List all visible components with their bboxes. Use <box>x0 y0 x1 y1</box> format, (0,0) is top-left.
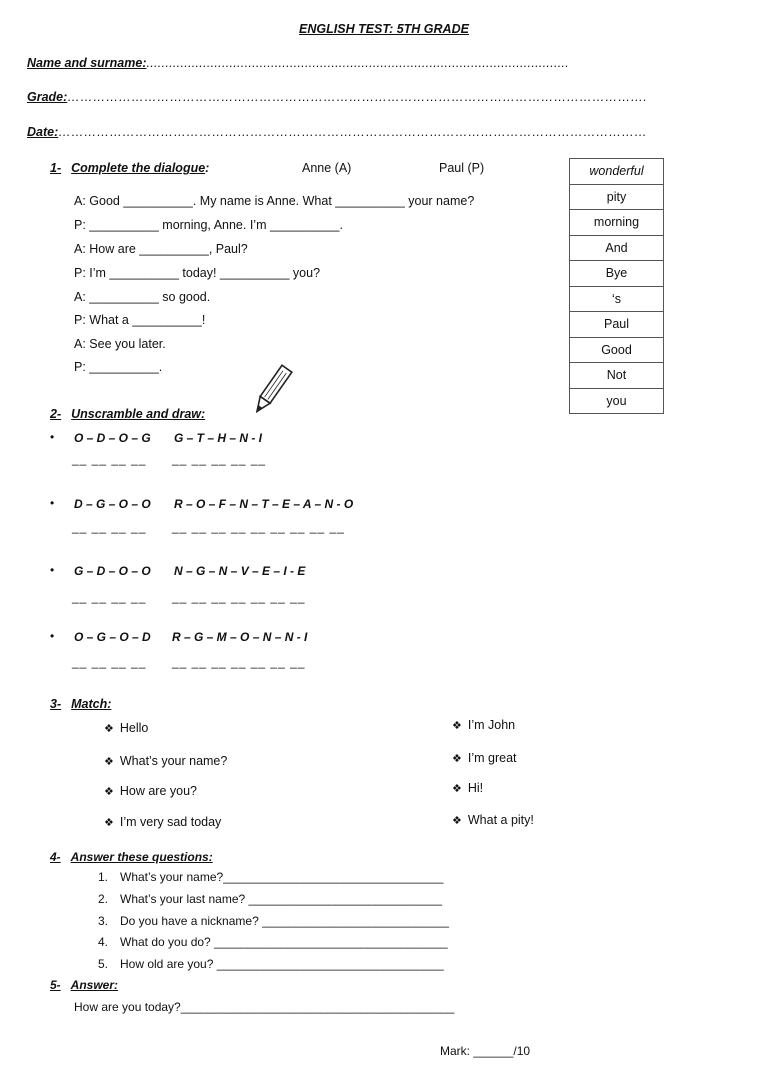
question-text: What’s your name?_________________________________ <box>120 870 444 884</box>
question-text: What do you do? ___________________________________ <box>120 935 448 949</box>
diamond-bullet-icon: ❖ <box>104 723 114 735</box>
answer-blanks[interactable]: __ __ __ __ __ __ __ <box>172 590 306 604</box>
date-field[interactable] <box>27 125 647 139</box>
section3-number: 3- <box>50 697 62 711</box>
question-number: 3. <box>98 914 109 928</box>
match-left-item[interactable] <box>104 784 197 798</box>
grade-line: ………………………………………………………………………………………………………………………. <box>67 90 648 104</box>
dialogue-line[interactable]: P: __________. <box>74 360 163 374</box>
section4-number: 4- <box>50 850 61 864</box>
word-bank-item: you <box>570 388 664 414</box>
name-field[interactable] <box>27 56 569 70</box>
word-bank-item: And <box>570 235 664 261</box>
section5-heading <box>50 978 118 992</box>
match-right-text: I’m John <box>467 718 516 732</box>
match-right-item[interactable] <box>452 718 515 732</box>
section3-title: Match: <box>71 697 112 711</box>
diamond-bullet-icon: ❖ <box>452 753 462 765</box>
scrambled-word: N – G – N – V – E – I - E <box>174 564 306 578</box>
dialogue-line[interactable]: A: Good __________. My name is Anne. What __________ your name? <box>74 194 475 208</box>
answer-blanks[interactable]: __ __ __ __ <box>72 520 147 534</box>
section4-heading <box>50 850 213 864</box>
question-item[interactable] <box>98 914 449 928</box>
page-title: ENGLISH TEST: 5TH GRADE <box>299 22 469 36</box>
section3-heading <box>50 697 111 711</box>
word-bank-item: Paul <box>570 312 664 338</box>
bullet-icon: • <box>50 563 55 577</box>
name-line: ................................................................................................................ <box>146 56 570 70</box>
section5-title: Answer: <box>70 978 119 992</box>
word-bank-item: Good <box>570 337 664 363</box>
diamond-bullet-icon: ❖ <box>104 817 114 829</box>
bullet-icon: • <box>50 430 55 444</box>
diamond-bullet-icon: ❖ <box>104 756 114 768</box>
section1-colon: : <box>205 161 210 175</box>
answer-question[interactable]: How are you today?_________________________________________ <box>74 1000 455 1014</box>
answer-blanks[interactable]: __ __ __ __ <box>72 452 147 466</box>
section1-number: 1- <box>50 161 62 175</box>
answer-blanks[interactable]: __ __ __ __ <box>72 590 147 604</box>
question-text: Do you have a nickname? ____________________________ <box>120 914 449 928</box>
match-left-item[interactable] <box>104 754 227 768</box>
match-left-item[interactable] <box>104 815 221 829</box>
section4-title: Answer these questions: <box>70 850 213 864</box>
question-item[interactable] <box>98 935 448 949</box>
diamond-bullet-icon: ❖ <box>452 815 462 827</box>
scrambled-word: O – G – O – D <box>74 630 151 644</box>
question-item[interactable] <box>98 892 442 906</box>
scrambled-word: D – G – O – O <box>74 497 151 511</box>
speaker-anne: Anne (A) <box>302 161 352 175</box>
question-text: What’s your last name? _____________________________ <box>120 892 443 906</box>
word-bank-item: morning <box>570 210 664 236</box>
answer-blanks[interactable]: __ __ __ __ __ __ __ __ __ <box>172 520 345 534</box>
bullet-icon: • <box>50 496 55 510</box>
word-bank-item: ‘s <box>570 286 664 312</box>
question-item[interactable] <box>98 870 443 884</box>
bullet-icon: • <box>50 629 55 643</box>
question-item[interactable] <box>98 957 444 971</box>
speaker-paul: Paul (P) <box>439 161 485 175</box>
match-left-text: What’s your name? <box>119 754 228 768</box>
answer-blanks[interactable]: __ __ __ __ <box>72 655 147 669</box>
question-number: 5. <box>98 957 109 971</box>
dialogue-line[interactable]: P: I’m __________ today! __________ you? <box>74 266 321 280</box>
diamond-bullet-icon: ❖ <box>452 720 462 732</box>
grade-field[interactable] <box>27 90 647 104</box>
question-number: 1. <box>98 870 109 884</box>
section2-heading <box>50 407 205 421</box>
question-text: How old are you? __________________________________ <box>120 957 444 971</box>
section1-title: Complete the dialogue <box>71 161 206 175</box>
word-bank-item: Not <box>570 363 664 389</box>
scrambled-word: O – D – O – G <box>74 431 151 445</box>
dialogue-line[interactable]: P: __________ morning, Anne. I’m __________. <box>74 218 343 232</box>
name-label: Name and surname: <box>27 56 147 70</box>
date-label: Date: <box>27 125 59 139</box>
grade-label: Grade: <box>27 90 68 104</box>
diamond-bullet-icon: ❖ <box>104 786 114 798</box>
section2-title: Unscramble and draw: <box>71 407 206 421</box>
scrambled-word: R – O – F – N – T – E – A – N - O <box>174 497 354 511</box>
match-right-text: I’m great <box>467 751 517 765</box>
dialogue-line[interactable]: P: What a __________! <box>74 313 206 327</box>
pencil-icon <box>250 362 294 418</box>
diamond-bullet-icon: ❖ <box>452 783 462 795</box>
match-left-text: Hello <box>119 721 149 735</box>
section1-heading <box>50 161 209 175</box>
word-bank-item: Bye <box>570 261 664 287</box>
section2-number: 2- <box>50 407 62 421</box>
word-bank <box>569 158 664 414</box>
match-left-text: How are you? <box>119 784 197 798</box>
scrambled-word: G – T – H – N - I <box>174 431 263 445</box>
date-line: ………………………………………………………………………………………………………………………… <box>58 125 648 139</box>
scrambled-word: G – D – O – O <box>74 564 151 578</box>
match-left-text: I’m very sad today <box>119 815 222 829</box>
match-left-item[interactable] <box>104 721 148 735</box>
match-right-item[interactable] <box>452 751 517 765</box>
dialogue-line: A: See you later. <box>74 337 166 351</box>
match-right-item[interactable] <box>452 781 483 795</box>
match-right-item[interactable] <box>452 813 534 827</box>
mark-field[interactable]: Mark: ______/10 <box>440 1044 531 1058</box>
match-right-text: What a pity! <box>467 813 534 827</box>
answer-blanks[interactable]: __ __ __ __ __ __ __ <box>172 655 306 669</box>
scrambled-word: R – G – M – O – N – N - I <box>172 630 308 644</box>
question-number: 4. <box>98 935 109 949</box>
word-bank-item: pity <box>570 184 664 210</box>
word-bank-item: wonderful <box>570 159 664 185</box>
question-number: 2. <box>98 892 109 906</box>
match-right-text: Hi! <box>467 781 484 795</box>
section5-number: 5- <box>50 978 61 992</box>
answer-blanks[interactable]: __ __ __ __ __ <box>172 452 267 466</box>
dialogue-line[interactable]: A: __________ so good. <box>74 290 211 304</box>
dialogue-line[interactable]: A: How are __________, Paul? <box>74 242 248 256</box>
